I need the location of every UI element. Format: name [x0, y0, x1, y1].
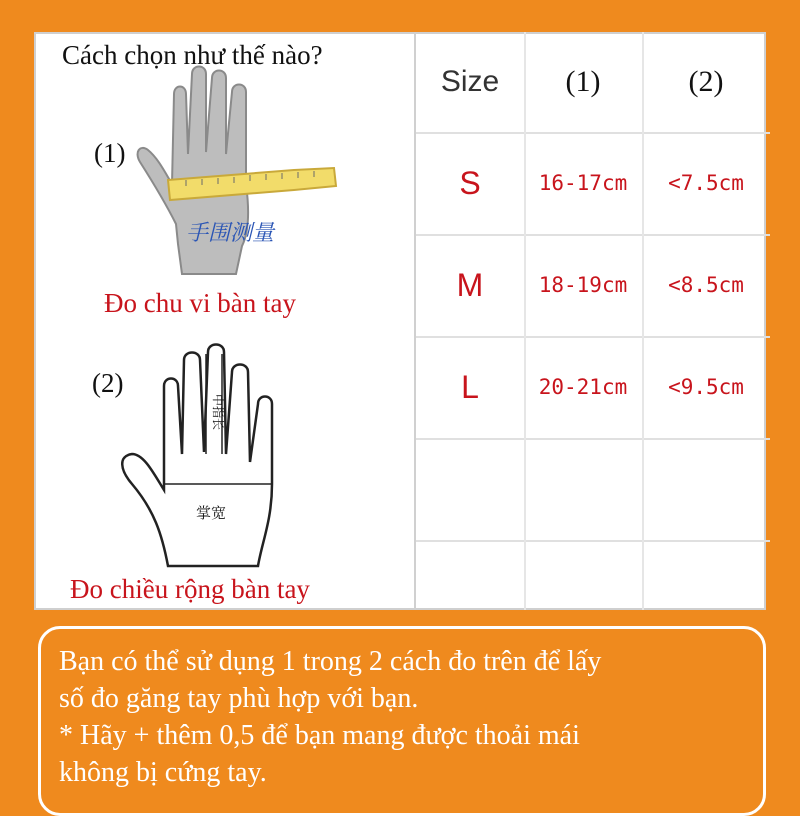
size-table [414, 32, 770, 610]
note-line-4: không bị cứng tay. [59, 757, 267, 788]
note-line-3: * Hãy + thêm 0,5 để bạn mang được thoải mái [59, 720, 580, 751]
header-method-1: (1) [565, 65, 601, 98]
size-guide-frame [34, 32, 766, 610]
empty-row [416, 540, 770, 610]
row-s-width: <7.5cm [668, 171, 744, 195]
hand-2-vertical-text: 中指长 [211, 394, 225, 431]
empty-row [416, 438, 770, 540]
circumference-caption: Đo chu vi bàn tay [104, 288, 296, 318]
question-heading: Cách chọn như thế nào? [62, 40, 323, 70]
note-line-2: số đo găng tay phù hợp với bạn. [59, 683, 419, 714]
row-l-width: <9.5cm [668, 375, 744, 399]
hand-2-width-text: 掌宽 [196, 504, 227, 522]
hand-1-text: 手围测量 [186, 221, 275, 246]
row-m-size: M [456, 266, 484, 303]
row-l-circumference: 20-21cm [538, 375, 628, 399]
header-method-2: (2) [688, 65, 724, 98]
header-size: Size [440, 65, 500, 98]
row-s-circumference: 16-17cm [538, 171, 628, 195]
width-caption: Đo chiều rộng bàn tay [70, 574, 310, 604]
note-line-1: Bạn có thể sử dụng 1 trong 2 cách đo trên để lấy [59, 646, 602, 677]
measurement-note [38, 626, 766, 816]
row-m-width: <8.5cm [668, 273, 744, 297]
row-m-circumference: 18-19cm [538, 273, 628, 297]
method-2-label: (2) [92, 368, 124, 398]
method-1-label: (1) [94, 138, 126, 168]
hand-2-icon [36, 334, 416, 584]
hand-1-icon [36, 34, 416, 294]
row-l-size: L [461, 368, 479, 405]
measurement-instructions [36, 34, 416, 608]
row-s-size: S [459, 164, 481, 201]
